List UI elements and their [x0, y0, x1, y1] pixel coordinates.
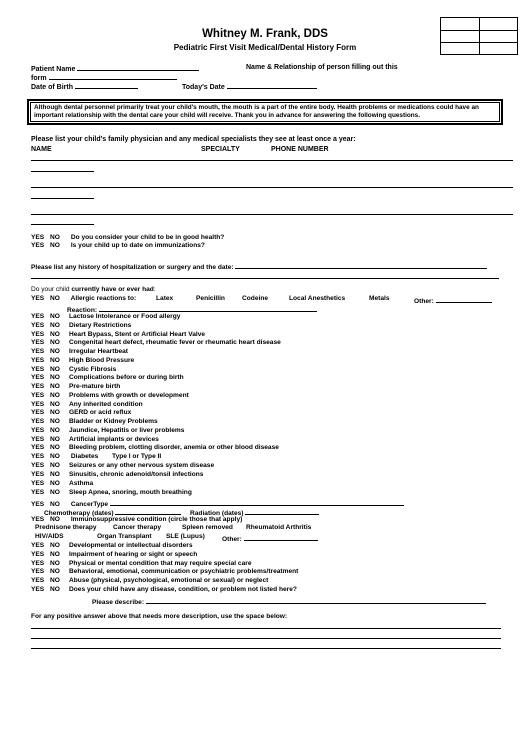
health-q2-row: [31, 242, 205, 251]
no-option[interactable]: NO: [50, 356, 60, 364]
yes-option[interactable]: YES: [31, 471, 45, 478]
condition-text: Any inherited condition: [69, 400, 143, 408]
cancer-label: CancerType: [70, 501, 109, 508]
yes-option[interactable]: YES: [31, 356, 45, 364]
description-line-3[interactable]: [31, 648, 501, 649]
condition-text: Asthma: [69, 480, 94, 487]
condition-row: [31, 568, 298, 577]
condition-text: Sleep Apnea, snoring, mouth breathing: [69, 489, 192, 496]
no-option[interactable]: NO: [50, 426, 60, 434]
health-q1-text: Do you consider your child to be in good health?: [70, 234, 225, 241]
no-option[interactable]: NO: [50, 400, 60, 408]
no-option[interactable]: NO: [50, 586, 60, 593]
radiation-label: Radiation (dates): [190, 510, 244, 517]
physician-line-3b[interactable]: [31, 224, 94, 225]
immuno-organ[interactable]: Organ Transplant: [97, 533, 152, 540]
allergy-label: Allergic reactions to:: [70, 295, 137, 302]
condition-row: [31, 462, 214, 471]
dob-field[interactable]: [75, 81, 138, 89]
condition-row: [31, 418, 158, 427]
condition-text: Bladder or Kidney Problems: [69, 418, 158, 425]
patient-name-field[interactable]: [77, 63, 199, 71]
immuno-cancer-therapy[interactable]: Cancer therapy: [113, 524, 162, 531]
yes-option[interactable]: YES: [31, 391, 45, 399]
no-option[interactable]: NO: [50, 295, 60, 302]
condition-text: Sinusitis, chronic adenoid/tonsil infections: [69, 471, 204, 478]
condition-text: Pre-mature birth: [69, 383, 121, 390]
condition-text: GERD or acid reflux: [69, 409, 132, 417]
health-q2-text: Is your child up to date on immunizations?: [70, 242, 205, 249]
physician-line-2[interactable]: [31, 187, 513, 188]
col-specialty: SPECIALTY: [201, 146, 240, 153]
condition-row: [31, 427, 184, 436]
allergy-other-label: Other:: [414, 298, 434, 305]
allergy-other-field[interactable]: [436, 295, 492, 303]
immuno-prednisone[interactable]: Prednisone therapy: [35, 524, 97, 531]
no-option[interactable]: NO: [50, 480, 60, 487]
col-phone: PHONE NUMBER: [271, 146, 329, 153]
physicians-prompt: Please list your child's family physician and any medical specialists they see at least once a year:: [31, 136, 356, 143]
yes-option[interactable]: YES: [31, 330, 45, 338]
no-option[interactable]: NO: [50, 501, 60, 508]
immuno-other-field[interactable]: [244, 533, 318, 541]
condition-text: Seizures or any other nervous system disease: [69, 462, 215, 469]
no-option[interactable]: NO: [50, 365, 60, 373]
condition-text: Congenital heart defect, rheumatic fever or rheumatic heart disease: [69, 339, 281, 347]
condition-row: [31, 348, 128, 357]
please-describe-label: Please describe:: [92, 599, 145, 606]
allergy-latex[interactable]: Latex: [156, 295, 174, 302]
yes-option[interactable]: YES: [31, 400, 45, 408]
condition-text: Dietary Restrictions: [69, 321, 132, 329]
yes-option[interactable]: YES: [31, 426, 45, 434]
no-option[interactable]: NO: [50, 471, 60, 478]
condition-text: Artificial implants or devices: [69, 435, 159, 443]
physician-line-1b[interactable]: [31, 171, 94, 172]
no-option[interactable]: NO: [50, 453, 60, 460]
condition-row: [31, 357, 134, 366]
yes-option[interactable]: YES: [31, 542, 45, 549]
condition-text: Complications before or during birth: [69, 374, 184, 382]
immuno-other-label: Other:: [222, 536, 242, 543]
condition-row: [31, 322, 131, 331]
condition-text: Bleeding problem, clotting disorder, anemia or other blood disease: [69, 444, 279, 452]
yes-option[interactable]: YES: [31, 365, 45, 373]
yes-option[interactable]: YES: [31, 321, 45, 329]
hospital-prompt: Please list any history of hospitalization or surgery and the date:: [31, 264, 234, 271]
condition-row: [31, 551, 197, 560]
yes-option[interactable]: YES: [31, 462, 45, 469]
allergy-codeine[interactable]: Codeine: [242, 295, 269, 302]
condition-row: [31, 542, 193, 551]
no-option[interactable]: NO: [50, 321, 60, 329]
hospital-field[interactable]: [235, 261, 487, 269]
allergy-row: [31, 295, 136, 304]
condition-text: High Blood Pressure: [69, 356, 135, 364]
condition-row: [31, 313, 180, 322]
no-option[interactable]: NO: [50, 234, 60, 241]
yes-option[interactable]: YES: [31, 501, 45, 508]
conditions-intro: Do your child currently have or ever had:: [31, 286, 156, 293]
description-line-2[interactable]: [31, 638, 501, 639]
no-option[interactable]: NO: [50, 516, 60, 523]
diabetes-types[interactable]: Type I or Type II: [112, 453, 162, 460]
condition-row: [31, 471, 203, 480]
condition-text: Abuse (physical, psychological, emotional or sexual) or neglect: [69, 577, 269, 585]
immuno-ra[interactable]: Rheumatoid Arthritis: [246, 524, 312, 531]
no-option[interactable]: NO: [50, 374, 60, 382]
condition-row: [31, 489, 192, 498]
allergy-penicillin[interactable]: Penicillin: [196, 295, 225, 302]
yes-option[interactable]: YES: [31, 550, 45, 558]
cancer-type-field[interactable]: [110, 498, 404, 506]
no-option[interactable]: NO: [50, 313, 60, 320]
immuno-label: Immunosuppressive condition (circle those that apply): [70, 516, 243, 523]
no-option[interactable]: NO: [50, 444, 60, 452]
no-option[interactable]: NO: [50, 542, 60, 549]
condition-row: [31, 577, 268, 586]
no-option[interactable]: NO: [50, 559, 60, 567]
yes-option[interactable]: YES: [31, 435, 45, 443]
todays-date-field[interactable]: [227, 81, 317, 89]
yes-option[interactable]: YES: [31, 409, 45, 417]
condition-row: [31, 401, 143, 410]
condition-row: [31, 339, 281, 348]
condition-text: Jaundice, Hepatitis or liver problems: [69, 426, 185, 434]
yes-option[interactable]: YES: [31, 374, 45, 382]
no-option[interactable]: NO: [50, 550, 60, 558]
no-option[interactable]: NO: [50, 418, 60, 425]
yes-option[interactable]: YES: [31, 242, 45, 249]
condition-row: [31, 586, 297, 595]
condition-row: [31, 444, 279, 453]
yes-option[interactable]: YES: [31, 453, 45, 460]
physician-line-3[interactable]: [31, 214, 513, 215]
yes-option[interactable]: YES: [31, 313, 45, 320]
yes-option[interactable]: YES: [31, 480, 45, 487]
yes-option[interactable]: YES: [31, 516, 45, 523]
no-option[interactable]: NO: [50, 409, 60, 417]
no-option[interactable]: NO: [50, 489, 60, 496]
condition-text: Irregular Heartbeat: [69, 348, 128, 355]
yes-option[interactable]: YES: [31, 383, 45, 390]
yes-option[interactable]: YES: [31, 489, 45, 496]
allergy-local-anesthetics[interactable]: Local Anesthetics: [289, 295, 346, 302]
condition-row: [31, 392, 189, 401]
hospital-line-2[interactable]: [31, 278, 499, 279]
relationship-field[interactable]: [49, 72, 177, 80]
yes-option[interactable]: YES: [31, 234, 45, 241]
condition-text: Cystic Fibrosis: [69, 365, 117, 373]
radiation-field[interactable]: [245, 507, 319, 515]
condition-text: Heart Bypass, Stent or Artificial Heart Valve: [69, 330, 206, 338]
patient-name-label: Patient Name: [31, 66, 76, 73]
no-option[interactable]: NO: [50, 383, 60, 390]
notice-text: Although dental personnel primarily treat your child's mouth, the mouth is a part of the entire body. Health problems or medications could have an important relationship with the dental care your child will receive. Thank you in advance for answering the following questions.: [30, 102, 500, 122]
condition-text: Does your child have any disease, condition, or problem not listed here?: [69, 586, 297, 593]
reaction-label: Reaction:: [67, 307, 98, 314]
yes-option[interactable]: YES: [31, 418, 45, 425]
positive-prompt: For any positive answer above that needs more description, use the space below:: [31, 613, 288, 620]
relationship-label: Name & Relationship of person filling out this: [246, 64, 398, 71]
description-line-1[interactable]: [31, 628, 501, 629]
condition-text: Lactose Intolerance or Food allergy: [69, 313, 181, 320]
immuno-lupus[interactable]: SLE (Lupus): [166, 533, 205, 540]
condition-text: Developmental or intellectual disorders: [69, 542, 193, 549]
physician-line-1[interactable]: [31, 160, 513, 161]
no-option[interactable]: NO: [50, 435, 60, 443]
no-option[interactable]: NO: [50, 348, 60, 355]
condition-row: [31, 436, 159, 445]
todays-date-label: Today's Date: [182, 84, 225, 91]
no-option[interactable]: NO: [50, 462, 60, 469]
diabetes-label: Diabetes: [70, 453, 99, 460]
no-option[interactable]: NO: [50, 568, 60, 576]
condition-row: [31, 480, 93, 489]
yes-option[interactable]: YES: [31, 577, 45, 585]
immuno-hiv[interactable]: HIV/AIDS: [35, 533, 64, 540]
condition-text: Problems with growth or development: [69, 391, 189, 399]
yes-option[interactable]: YES: [31, 568, 45, 576]
condition-text: Behavioral, emotional, communication or psychiatric problems/treatment: [69, 568, 299, 576]
physician-line-2b[interactable]: [31, 198, 94, 199]
condition-row: [31, 409, 131, 418]
yes-option[interactable]: YES: [31, 348, 45, 355]
yes-option[interactable]: YES: [31, 559, 45, 567]
no-option[interactable]: NO: [50, 577, 60, 585]
please-describe-field[interactable]: [146, 596, 486, 604]
page-title: Whitney M. Frank, DDS: [202, 28, 328, 40]
col-name: NAME: [31, 146, 52, 153]
reaction-field[interactable]: [99, 304, 317, 312]
condition-text: Impairment of hearing or sight or speech: [69, 550, 198, 558]
condition-row: [31, 560, 252, 569]
condition-row: [31, 383, 120, 392]
condition-row: [31, 366, 116, 375]
yes-option[interactable]: YES: [31, 339, 45, 347]
immuno-spleen[interactable]: Spleen removed: [182, 524, 233, 531]
no-option[interactable]: NO: [50, 242, 60, 249]
condition-row: [31, 374, 184, 383]
no-option[interactable]: NO: [50, 391, 60, 399]
yes-option[interactable]: YES: [31, 444, 45, 452]
chemo-label: Chemotherapy (dates): [44, 510, 114, 517]
chemo-field[interactable]: [115, 507, 181, 515]
yes-option[interactable]: YES: [31, 586, 45, 593]
yes-option[interactable]: YES: [31, 295, 45, 302]
notice-box: [27, 99, 503, 125]
no-option[interactable]: NO: [50, 339, 60, 347]
dob-label: Date of Birth: [31, 84, 73, 91]
condition-row: [31, 331, 205, 340]
page-subtitle: Pediatric First Visit Medical/Dental History Form: [173, 43, 357, 52]
allergy-metals[interactable]: Metals: [369, 295, 390, 302]
condition-text: Physical or mental condition that may require special care: [69, 559, 252, 567]
diabetes-row: [31, 453, 161, 462]
relationship-label-cont: form: [31, 75, 47, 82]
no-option[interactable]: NO: [50, 330, 60, 338]
